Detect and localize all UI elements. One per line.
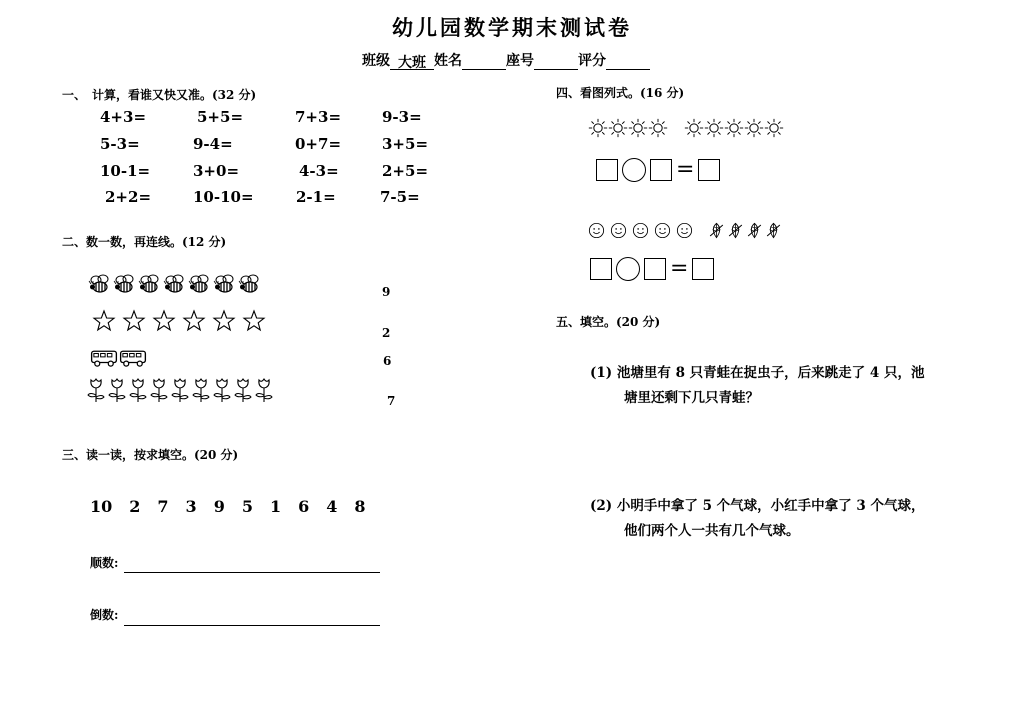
- question1-line2: 塘里还剩下几只青蛙？: [624, 390, 759, 406]
- operator-circle[interactable]: [616, 257, 640, 281]
- sun-icon: [588, 118, 608, 138]
- equals-sign: =: [676, 157, 695, 182]
- class-label: 班级: [362, 53, 390, 69]
- calc-problem[interactable]: 9-4=: [193, 135, 233, 153]
- sun-icon: [764, 118, 784, 138]
- flower-icon: [149, 375, 169, 405]
- crossed-leaf-icon: [764, 221, 783, 240]
- bee-icon: [188, 272, 212, 296]
- bee-row: [88, 272, 263, 296]
- calc-problem[interactable]: 3+0=: [193, 162, 240, 180]
- sequence-number: 6: [298, 497, 310, 516]
- calc-problem[interactable]: 5-3=: [100, 135, 140, 153]
- sun-icon: [744, 118, 764, 138]
- crossed-leaf-icon: [726, 221, 745, 240]
- star-row: [92, 309, 272, 333]
- match-number[interactable]: 2: [382, 326, 391, 340]
- question1-line1: (1) 池塘里有 8 只青蛙在捉虫子，后来跳走了 4 只，池: [590, 365, 925, 381]
- operator-circle[interactable]: [622, 158, 646, 182]
- name-blank[interactable]: [462, 52, 506, 70]
- page-title: 幼儿园数学期末测试卷: [392, 15, 632, 40]
- flower-icon: [86, 375, 106, 405]
- sequence-number: 2: [129, 497, 141, 516]
- smiley-icon: [631, 221, 650, 240]
- section1-heading: 一、 计算，看谁又快又准。(32 分): [62, 88, 257, 102]
- name-label: 姓名: [434, 53, 462, 69]
- answer-box[interactable]: [596, 159, 618, 181]
- bus-icon: [119, 349, 147, 367]
- smiley-icon: [609, 221, 628, 240]
- bus-icon: [90, 349, 118, 367]
- crossed-leaf-icon: [707, 221, 726, 240]
- bee-icon: [238, 272, 262, 296]
- descending-answer-line[interactable]: [124, 625, 380, 626]
- flower-icon: [191, 375, 211, 405]
- sequence-number: 7: [157, 497, 169, 516]
- sun-row: [588, 117, 784, 138]
- calc-problem[interactable]: 7-5=: [380, 188, 420, 206]
- bus-row: [90, 347, 148, 367]
- match-number[interactable]: 7: [387, 394, 396, 408]
- equals-sign: =: [670, 256, 689, 281]
- answer-box[interactable]: [692, 258, 714, 280]
- sequence-number: 10: [90, 497, 113, 516]
- sequence-number: 9: [213, 497, 225, 516]
- flower-icon: [170, 375, 190, 405]
- question1: [590, 361, 924, 411]
- seat-label: 座号: [506, 53, 534, 69]
- flower-icon: [233, 375, 253, 405]
- sequence-number: 1: [269, 497, 282, 516]
- sequence-number: 3: [185, 497, 197, 516]
- class-value[interactable]: 大班: [390, 52, 434, 70]
- crossed-leaf-icon: [745, 221, 764, 240]
- calc-problem[interactable]: 2+5=: [382, 162, 429, 180]
- sequence-number: 4: [326, 497, 338, 516]
- section3-heading: 三、读一读，按求填空。(20 分): [62, 448, 239, 462]
- bee-icon: [163, 272, 187, 296]
- question2: [590, 494, 924, 544]
- answer-box[interactable]: [644, 258, 666, 280]
- student-info-line: [362, 50, 650, 70]
- sequence-number: 8: [354, 497, 366, 516]
- answer-box[interactable]: [590, 258, 612, 280]
- star-icon: [242, 309, 266, 333]
- bee-icon: [113, 272, 137, 296]
- question2-line2: 他们两个人一共有几个气球。: [624, 523, 800, 539]
- smiley-icon: [587, 221, 606, 240]
- answer-box[interactable]: [698, 159, 720, 181]
- sun-icon: [628, 118, 648, 138]
- match-number[interactable]: 9: [382, 285, 391, 299]
- calc-problem[interactable]: 2-1=: [296, 188, 336, 206]
- smiley-leaf-row: [587, 220, 783, 240]
- smiley-icon: [675, 221, 694, 240]
- section4-heading: 四、看图列式。(16 分): [556, 86, 685, 100]
- match-number[interactable]: 6: [383, 354, 392, 368]
- bee-icon: [88, 272, 112, 296]
- flower-icon: [128, 375, 148, 405]
- flower-icon: [212, 375, 232, 405]
- star-icon: [152, 309, 176, 333]
- smiley-icon: [653, 221, 672, 240]
- score-label: 评分: [578, 53, 606, 69]
- score-blank[interactable]: [606, 52, 650, 70]
- calc-problem[interactable]: 9-3=: [382, 108, 422, 126]
- sun-icon: [648, 118, 668, 138]
- calc-problem[interactable]: 5+5=: [197, 108, 244, 126]
- star-icon: [122, 309, 146, 333]
- descending-label: 倒数:: [90, 608, 119, 622]
- bee-icon: [213, 272, 237, 296]
- answer-box[interactable]: [650, 159, 672, 181]
- question2-line1: (2) 小明手中拿了 5 个气球，小红手中拿了 3 个气球，: [590, 498, 925, 514]
- section5-heading: 五、填空。(20 分): [556, 315, 661, 329]
- calc-problem[interactable]: 3+5=: [382, 135, 429, 153]
- ascending-label: 顺数:: [90, 556, 119, 570]
- calc-problem[interactable]: 7+3=: [295, 108, 342, 126]
- sun-icon: [608, 118, 628, 138]
- sequence-number: 5: [241, 497, 253, 516]
- star-icon: [182, 309, 206, 333]
- number-sequence: [90, 497, 383, 516]
- seat-blank[interactable]: [534, 52, 578, 70]
- equation-boxes-1: [596, 158, 720, 182]
- section2-heading: 二、数一数，再连线。(12 分): [62, 235, 227, 249]
- sun-icon: [684, 118, 704, 138]
- ascending-answer-line[interactable]: [124, 572, 380, 573]
- flower-row: [86, 375, 275, 405]
- flower-icon: [107, 375, 127, 405]
- calc-problem[interactable]: 10-10=: [193, 188, 254, 206]
- equation-boxes-2: [590, 257, 714, 281]
- calc-problem[interactable]: 10-1=: [100, 162, 151, 180]
- bee-icon: [138, 272, 162, 296]
- calc-problem[interactable]: 4+3=: [100, 108, 147, 126]
- star-icon: [92, 309, 116, 333]
- sun-icon: [704, 118, 724, 138]
- calc-problem[interactable]: 2+2=: [105, 188, 152, 206]
- sun-icon: [724, 118, 744, 138]
- flower-icon: [254, 375, 274, 405]
- calc-problem[interactable]: 4-3=: [299, 162, 339, 180]
- star-icon: [212, 309, 236, 333]
- calc-problem[interactable]: 0+7=: [295, 135, 342, 153]
